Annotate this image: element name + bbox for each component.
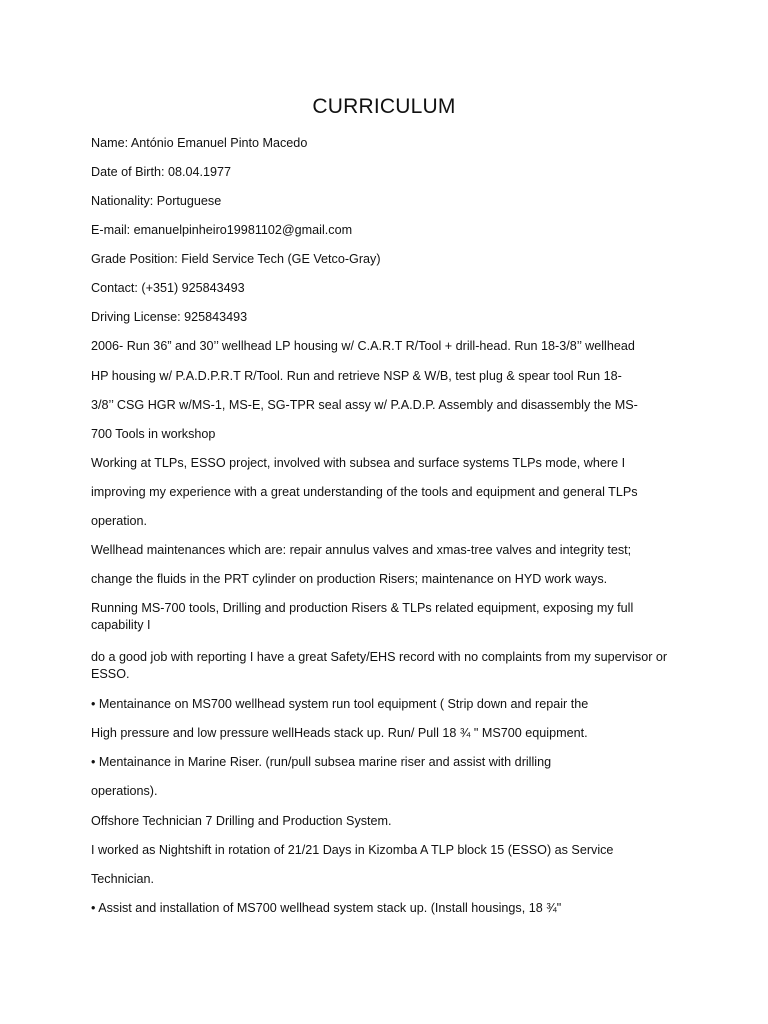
- bullet-item: • Assist and installation of MS700 wellhead system stack up. (Install housings, 18 ¾": [91, 901, 562, 915]
- text-line: I worked as Nightshift in rotation of 21/21 Days in Kizomba A TLP block 15 (ESSO) as Service: [91, 843, 614, 857]
- document-title: CURRICULUM: [312, 95, 456, 118]
- grade-position-line: Grade Position: Field Service Tech (GE Vetco-Gray): [91, 252, 381, 266]
- text-paragraph: Running MS-700 tools, Drilling and production Risers & TLPs related equipment, exposing my full capability I: [91, 601, 634, 632]
- name-line: Name: António Emanuel Pinto Macedo: [91, 136, 308, 150]
- text-line: 3/8’’ CSG HGR w/MS-1, MS-E, SG-TPR seal assy w/ P.A.D.P. Assembly and disassembly the MS-: [91, 398, 638, 412]
- text-line: 2006- Run 36” and 30’’ wellhead LP housing w/ C.A.R.T R/Tool + drill-head. Run 18-3/8’’ wellhead: [91, 339, 635, 353]
- contact-line: Contact: (+351) 925843493: [91, 281, 245, 295]
- text-line: change the fluids in the PRT cylinder on production Risers; maintenance on HYD work ways.: [91, 572, 608, 586]
- nationality-line: Nationality: Portuguese: [91, 194, 222, 208]
- driving-license-line: Driving License: 925843493: [91, 310, 248, 324]
- text-line: Working at TLPs, ESSO project, involved with subsea and surface systems TLPs mode, where I: [91, 456, 626, 470]
- text-line: Offshore Technician 7 Drilling and Production System.: [91, 814, 392, 828]
- text-line: Wellhead maintenances which are: repair annulus valves and xmas-tree valves and integrity test;: [91, 543, 632, 557]
- text-line: improving my experience with a great understanding of the tools and equipment and general TLPs: [91, 485, 638, 499]
- text-paragraph: do a good job with reporting I have a great Safety/EHS record with no complaints from my supervisor or ESSO.: [91, 650, 668, 681]
- bullet-item: • Mentainance in Marine Riser. (run/pull subsea marine riser and assist with drilling: [91, 755, 552, 769]
- bullet-item: • Mentainance on MS700 wellhead system run tool equipment ( Strip down and repair the: [91, 697, 589, 711]
- text-line: High pressure and low pressure wellHeads stack up. Run/ Pull 18 ¾ " MS700 equipment.: [91, 726, 588, 740]
- text-line: HP housing w/ P.A.D.P.R.T R/Tool. Run and retrieve NSP & W/B, test plug & spear tool Run 18-: [91, 369, 622, 383]
- text-line: operation.: [91, 514, 148, 528]
- text-line: operations).: [91, 784, 158, 798]
- date-of-birth-line: Date of Birth: 08.04.1977: [91, 165, 232, 179]
- text-line: 700 Tools in workshop: [91, 427, 216, 441]
- text-line: Technician.: [91, 872, 155, 886]
- email-line: E-mail: emanuelpinheiro19981102@gmail.com: [91, 223, 353, 237]
